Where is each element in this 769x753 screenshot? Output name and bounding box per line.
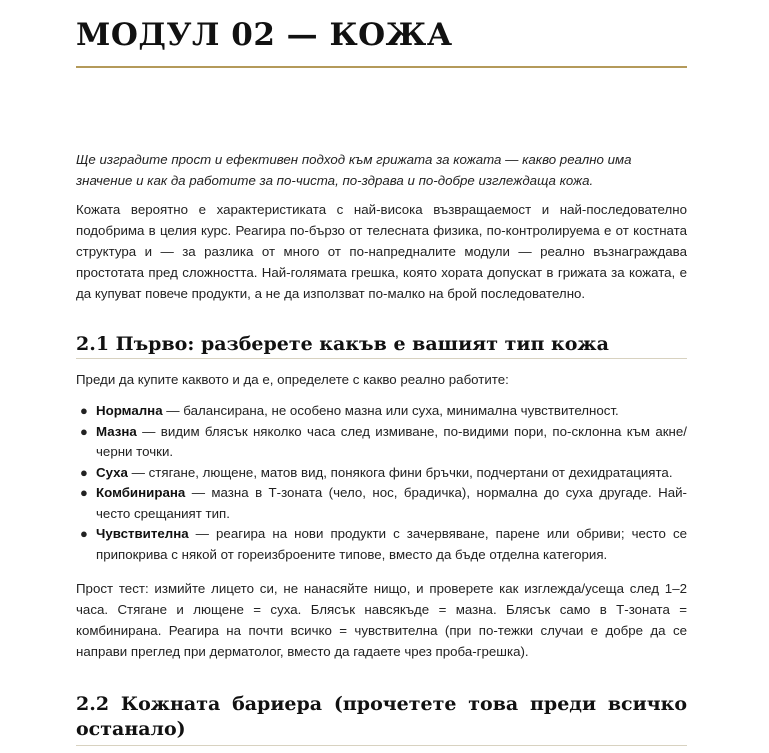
list-item bbox=[76, 422, 687, 463]
list-item bbox=[76, 463, 687, 484]
list-item-term: Нормална bbox=[96, 403, 163, 418]
section-heading-2-2: 2.2 Кожната бариера (прочетете това преди всичко останало) bbox=[76, 693, 687, 740]
list-item-term: Комбинирана bbox=[96, 485, 186, 500]
page-title: МОДУЛ 02 — КОЖА bbox=[76, 17, 453, 53]
list-item bbox=[76, 524, 687, 565]
bullet-icon: ● bbox=[80, 403, 88, 418]
list-item-text: — мазна в Т-зоната (чело, нос, брадичка), нормална до суха другаде. Най-често срещаният тип. bbox=[96, 485, 687, 521]
body-paragraph-1: Кожата вероятно е характеристиката с най-висока възвращаемост и най-последователно подобрима в целия курс. Реагира по-бързо от телесната физика, по-контролируема е от костната структура и — за разлика от много от по-напредналите модули — реално възнаграждава простотата пред сложността. Най-голямата грешка, която хората допускат в грижата за кожата, е да купуват повече продукти, а не да използват по-малко на брой последователно. bbox=[76, 202, 687, 301]
list-item-text: — реагира на нови продукти с зачервяване, парене или обриви; често се припокрива с някой от гореизброените типове, вместо да бъде отделна категория. bbox=[96, 526, 687, 562]
title-divider bbox=[76, 66, 687, 68]
body-paragraph-2: Прост тест: измийте лицето си, не нанасяйте нищо, и проверете как изглежда/усеща след 1–2 часа. Стягане и лющене = суха. Блясък навсякъде = мазна. Блясък само в Т-зоната = комбинирана. Реагира на почти всичко = чувствителна (при по-тежки случаи е добре да се направи преглед при дерматолог, вместо да гадаете чрез проба-грешка). bbox=[76, 581, 687, 659]
bullet-icon: ● bbox=[80, 526, 88, 541]
bullet-icon: ● bbox=[80, 423, 88, 439]
list-item-term: Чувствителна bbox=[96, 526, 189, 541]
list-item-term: Суха bbox=[96, 464, 128, 480]
list-item-term: Мазна bbox=[96, 423, 137, 439]
section-divider bbox=[76, 358, 687, 359]
section-divider bbox=[76, 745, 687, 746]
bullet-icon: ● bbox=[80, 464, 88, 480]
list-item bbox=[76, 483, 687, 524]
bullet-icon: ● bbox=[80, 485, 88, 500]
skin-type-list bbox=[76, 401, 687, 565]
section-heading-2-1: 2.1 Първо: разберете какъв е вашият тип кожа bbox=[76, 333, 609, 355]
intro-paragraph: Ще изградите прост и ефективен подход към грижата за кожата — какво реално има значение и как да работите за по-чиста, по-здрава и по-добре изглеждаща кожа. bbox=[76, 152, 632, 188]
list-item-text: — балансирана, не особено мазна или суха, минимална чувствителност. bbox=[162, 403, 619, 418]
list-item-text: — видим блясък няколко часа след измиване, по-видими пори, по-склонна към акне/черни точки. bbox=[96, 423, 687, 459]
list-item bbox=[76, 401, 687, 422]
section-lead: Преди да купите каквото и да е, определете с какво реално работите: bbox=[76, 372, 509, 387]
list-item-text: — стягане, лющене, матов вид, понякога фини бръчки, подчертани от дехидратацията. bbox=[127, 464, 673, 480]
